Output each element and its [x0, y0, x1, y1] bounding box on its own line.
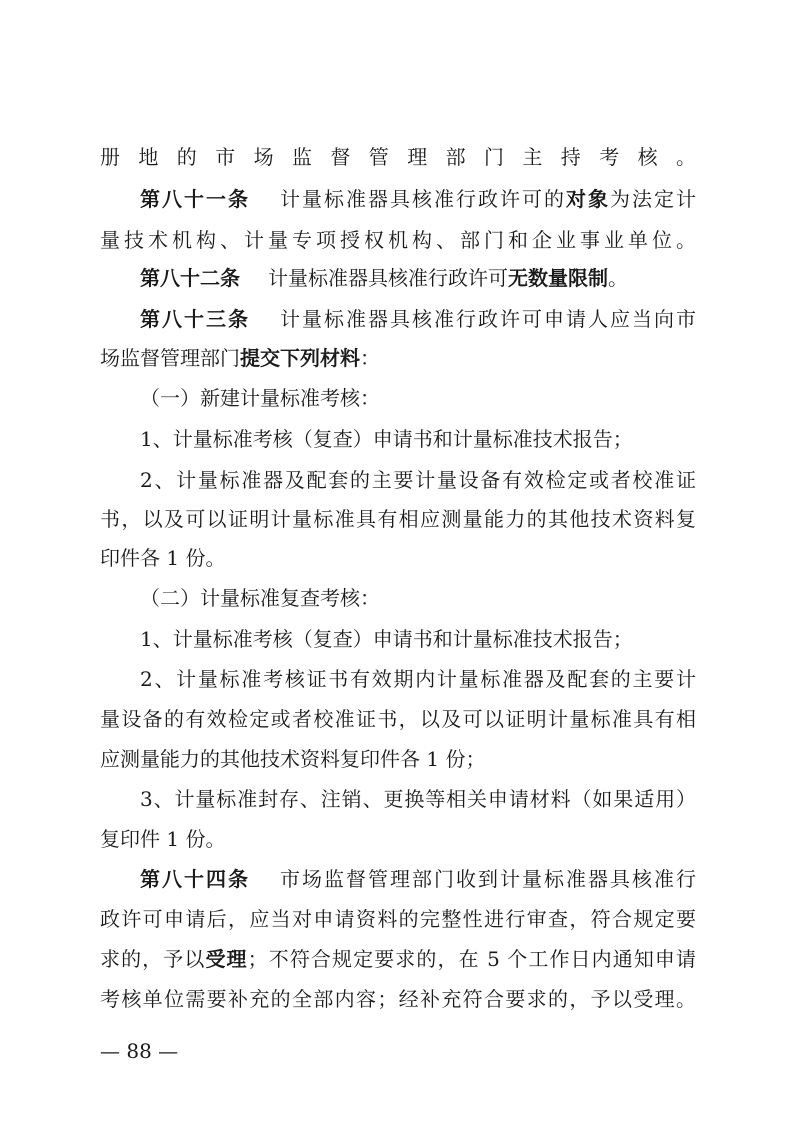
- section-2-item-3-line-2: 复印件 1 份。: [100, 827, 226, 851]
- article-84-line-4: 考核单位需要补充的全部内容；经补充符合要求的，予以受理。: [100, 987, 696, 1011]
- article-84-line-3: 求的，予以受理；不符合规定要求的，在 5 个工作日内通知申请: [100, 947, 697, 971]
- article-84-title: 第八十四条: [140, 867, 250, 891]
- section-2-item-1: 1、计量标准考核（复查）申请书和计量标准技术报告；: [140, 627, 633, 651]
- section-2-item-2-line-2: 量设备的有效检定或者校准证书，以及可以证明计量标准具有相: [100, 707, 696, 731]
- page-number: — 88 —: [100, 1039, 179, 1063]
- section-2-item-2-line-3: 应测量能力的其他技术资料复印件各 1 份；: [100, 747, 486, 771]
- section-2-item-3-line-1: 3、计量标准封存、注销、更换等相关申请材料（如果适用）: [140, 787, 696, 811]
- article-81-title: 第八十一条: [140, 187, 250, 211]
- section-2-heading: （二）计量标准复查考核：: [140, 586, 380, 610]
- section-1-item-1: 1、计量标准考核（复查）申请书和计量标准技术报告；: [140, 427, 633, 451]
- article-83-line-2: 场监督管理部门提交下列材料：: [100, 346, 380, 370]
- article-81-line-2: 量技术机构、计量专项授权机构、部门和企业事业单位。: [100, 228, 696, 252]
- emphasis-object: 对象: [566, 187, 610, 211]
- emphasis-no-limit: 无数量限制: [508, 266, 608, 290]
- article-82-title: 第八十二条: [140, 266, 240, 290]
- section-1-heading: （一）新建计量标准考核：: [140, 386, 380, 410]
- section-1-item-2-line-1: 2、计量标准器及配套的主要计量设备有效检定或者校准证: [140, 468, 696, 492]
- text-line: 册地的市场监督管理部门主持考核。: [100, 145, 696, 169]
- emphasis-materials: 提交下列材料: [240, 346, 360, 370]
- article-84-line-1: 第八十四条 市场监督管理部门收到计量标准器具核准行: [140, 867, 696, 891]
- emphasis-accept: 受理: [205, 947, 248, 971]
- article-82-line-1: 第八十二条 计量标准器具核准行政许可无数量限制。: [140, 266, 628, 290]
- section-1-item-2-line-3: 印件各 1 份。: [100, 546, 226, 570]
- article-84-line-2: 政许可申请后，应当对申请资料的完整性进行审查，符合规定要: [100, 907, 696, 931]
- article-81-line-1: 第八十一条 计量标准器具核准行政许可的对象为法定计: [140, 187, 696, 211]
- article-83-title: 第八十三条: [140, 307, 250, 331]
- section-2-item-2-line-1: 2、计量标准考核证书有效期内计量标准器及配套的主要计: [140, 667, 696, 691]
- article-83-line-1: 第八十三条 计量标准器具核准行政许可申请人应当向市: [140, 307, 696, 331]
- section-1-item-2-line-2: 书，以及可以证明计量标准具有相应测量能力的其他技术资料复: [100, 507, 696, 531]
